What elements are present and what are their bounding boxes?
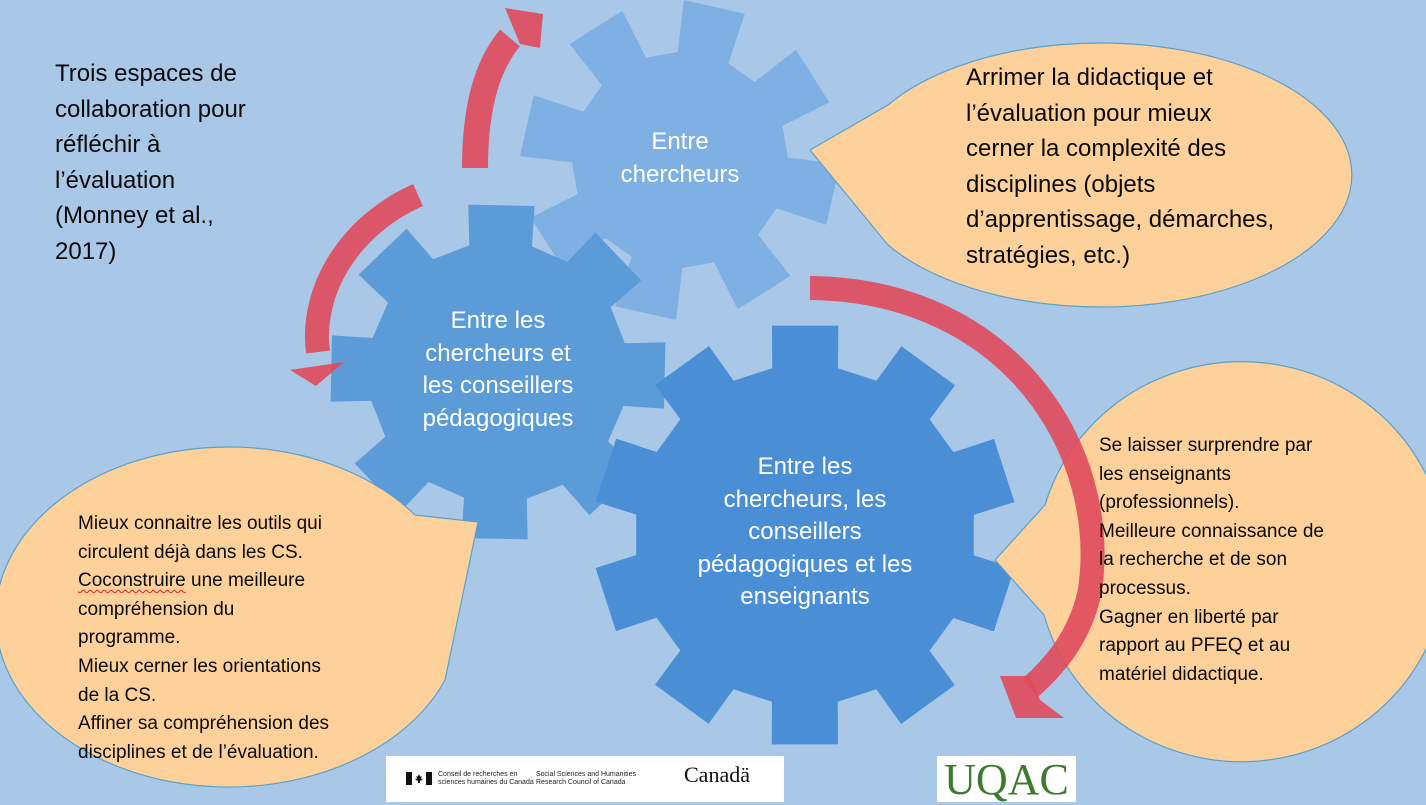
gear-bottom-line: chercheurs, les xyxy=(723,485,887,513)
bubble-line: Mieux cerner les orientations xyxy=(78,655,321,677)
bubble-line: disciplines et de l’évaluation. xyxy=(78,741,319,763)
bubble-line: Arrimer la didactique et xyxy=(966,64,1213,91)
diagram-title xyxy=(55,56,315,269)
bubble-line: l’évaluation pour mieux xyxy=(966,99,1212,127)
sshrc-fr-line: sciences humaines du Canada xyxy=(438,779,534,786)
title-line: (Monney et al., xyxy=(55,202,214,229)
title-line: Trois espaces de xyxy=(55,60,237,87)
uqac-logo xyxy=(937,756,1076,802)
gear-bottom-line: Entre les xyxy=(757,453,853,480)
bubble-line: processus. xyxy=(1099,577,1191,599)
bubble-line: Affiner sa compréhension des xyxy=(78,713,330,735)
bubble-bottom-left-text xyxy=(78,510,398,767)
title-line: collaboration pour xyxy=(55,95,246,123)
sshrc-en-line: Research Council of Canada xyxy=(536,779,626,786)
gear-bottom-label xyxy=(670,451,940,614)
bubble-line: la recherche et de son xyxy=(1099,549,1288,571)
arrow-top-shaft xyxy=(475,38,510,168)
gear-middle-line: pédagogiques xyxy=(422,404,574,432)
gear-middle-line: Entre les xyxy=(450,307,546,334)
bubble-line: stratégies, etc.) xyxy=(966,241,1131,269)
bubble-line-rest: une meilleure xyxy=(185,570,306,592)
sshrc-fr-line: Conseil de recherches en xyxy=(438,771,518,778)
spellcheck-word: Coconstruire xyxy=(78,570,186,592)
gear-bottom-line: conseillers xyxy=(748,518,862,545)
arrow-right-head xyxy=(1000,676,1064,718)
title-line: 2017) xyxy=(55,237,117,265)
bubble-line: disciplines (objets xyxy=(966,170,1156,198)
bubble-line: programme. xyxy=(78,627,181,649)
title-line: l’évaluation xyxy=(55,166,176,194)
gear-top-label xyxy=(580,126,780,191)
bubble-line: (professionnels). xyxy=(1099,492,1240,514)
gear-top-line: Entre xyxy=(651,128,709,155)
gear-bottom-line: enseignants xyxy=(740,583,870,610)
bubble-line: circulent déjà dans les CS. xyxy=(78,541,303,563)
canada-flag-icon xyxy=(406,772,432,785)
gear-middle-line: chercheurs et xyxy=(425,339,571,367)
gear-bottom-line: pédagogiques et les xyxy=(697,550,913,578)
sshrc-en-line: Social Sciences and Humanities xyxy=(536,771,636,778)
bubble-line: Gagner en liberté par xyxy=(1099,606,1279,628)
bubble-line: de la CS. xyxy=(78,684,157,706)
bubble-line: Mieux connaitre les outils qui xyxy=(78,513,322,534)
bubble-line xyxy=(78,567,398,596)
uqac-wordmark: UQAC xyxy=(944,755,1069,804)
canada-wordmark: Canadä xyxy=(684,762,750,787)
bubble-right-text xyxy=(1099,432,1389,689)
title-line: réfléchir à xyxy=(55,131,161,158)
bubble-line: d’apprentissage, démarches, xyxy=(966,206,1275,233)
bubble-line: compréhension du xyxy=(78,598,235,620)
bubble-line: matériel didactique. xyxy=(1099,663,1264,685)
bubble-top-right-text xyxy=(966,60,1346,273)
bubble-line: Meilleure connaissance de xyxy=(1099,520,1324,542)
sshrc-french-name xyxy=(438,771,538,787)
bubble-line: Se laisser surprendre par xyxy=(1099,435,1313,456)
bubble-line: les enseignants xyxy=(1099,463,1232,485)
sshrc-logo xyxy=(386,756,784,802)
bubble-line: rapport au PFEQ et au xyxy=(1099,635,1291,657)
gear-top-line: chercheurs xyxy=(620,160,740,188)
bubble-line: cerner la complexité des xyxy=(966,135,1227,162)
sshrc-english-name xyxy=(536,771,646,787)
gear-middle-label xyxy=(388,305,608,435)
gear-middle-line: les conseillers xyxy=(422,372,574,399)
